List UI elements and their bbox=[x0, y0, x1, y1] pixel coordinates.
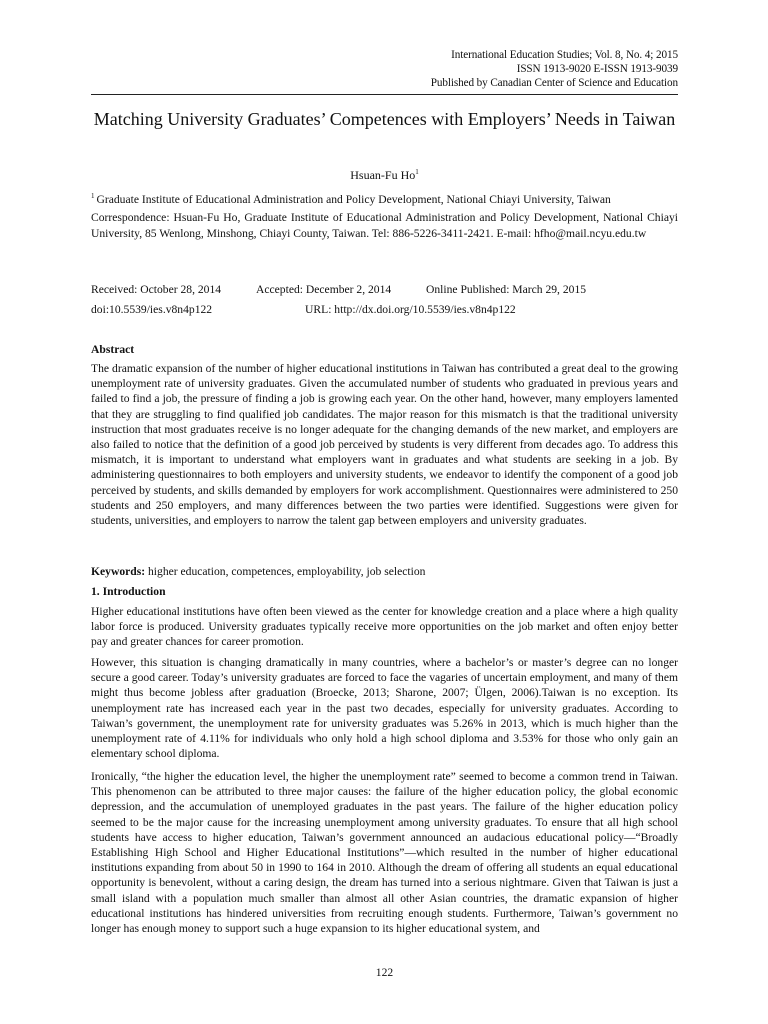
published-date: Online Published: March 29, 2015 bbox=[426, 283, 587, 296]
keywords-label: Keywords: bbox=[91, 565, 146, 578]
intro-paragraph: Ironically, “the higher the education level, the higher the unemployment rate” seemed to become a common trend in Taiwan. This phenomenon can be attributed to three major causes: the failure of the higher education policy, the global economic depression, and the accumulation of unemployed graduates in the past years. The failure of the higher education policy seemed to be the major cause for the increasing unemployment among university graduates. To ensure that all high school students have access to higher education, Taiwan’s government announced an audacious educational policy—“Broadly Establishing High School and Higher Educational Institutions”—which resulted in the number of higher educational institutions expanding from about 50 in 1990 to 164 in 2010. Although the dream of offering all students an equal educational opportunity is benevolent, without a caring design, the dream has turned into a serious nightmare. Given that Taiwan is just a small island with a population much smaller than almost all other Asian countries, the dramatic expansion of higher educational institutions has hindered universities from recruiting enough students. Furthermore, Taiwan’s government no longer has enough money to support such a huge expansion to its higher educational system, and bbox=[91, 770, 678, 936]
author-line bbox=[91, 164, 678, 183]
journal-header bbox=[91, 48, 678, 95]
header-divider bbox=[91, 94, 678, 95]
affiliation-marker: 1 bbox=[91, 192, 95, 200]
abstract-body: The dramatic expansion of the number of higher educational institutions in Taiwan has contributed a great deal to the growing unemployment rate of university graduates. Given the accumulated number of students who graduated in previous years and failed to find a job, the pressure of finding a job is growing each year. On the other hand, however, many employers lamented that they are struggling to find qualified job candidates. The major reason for this mismatch is that the traditional university instruction that most graduates receive is no longer adequate for the changing demands of the new market, and employers are also failed to notice that the definition of a good job perceived by students is very different from decades ago. To address this mismatch, it is important to understand what employers want in graduates and what students are seeking in a job. By administering questionnaires to both employers and university students, we endeavor to identify the component of a good job perceived by students, and skills demanded by employers for work accomplishment. Questionnaires were administered to 250 students and 250 employers, and many differences between the two parties were identified. Suggestions were given for students, universities, and employers to narrow the talent gap between employers and university graduates. bbox=[91, 362, 678, 528]
doi-url: URL: http://dx.doi.org/10.5539/ies.v8n4p122 bbox=[305, 303, 516, 316]
received-date: Received: October 28, 2014 bbox=[91, 283, 222, 296]
affiliation-text: Graduate Institute of Educational Administration and Policy Development, National Chiayi University, Taiwan bbox=[96, 193, 611, 206]
journal-issn: ISSN 1913-9020 E-ISSN 1913-9039 bbox=[516, 63, 678, 75]
correspondence: Correspondence: Hsuan-Fu Ho, Graduate Institute of Educational Administration and Policy Development, National Chiayi University, 85 Wenlong, Minshong, Chiayi County, Taiwan. Tel: 886-5226-3411-2421. E-mail: hfho@mail.ncyu.edu.tw bbox=[91, 211, 678, 240]
affiliation bbox=[91, 188, 678, 208]
publication-dates bbox=[91, 280, 678, 320]
journal-citation: International Education Studies; Vol. 8, No. 4; 2015 bbox=[451, 49, 678, 61]
author-name: Hsuan-Fu Ho bbox=[350, 168, 416, 182]
intro-paragraph: Higher educational institutions have often been viewed as the center for knowledge creation and a place where a high quality labor force is produced. University graduates typically receive more opportunities on the job market and often enjoy better pay and greater chances for career promotion. bbox=[91, 605, 678, 649]
paper-title: Matching University Graduates’ Competences with Employers’ Needs in Taiwan bbox=[93, 109, 676, 129]
introduction-heading: 1. Introduction bbox=[91, 585, 166, 598]
accepted-date: Accepted: December 2, 2014 bbox=[256, 283, 392, 296]
abstract-heading: Abstract bbox=[91, 343, 135, 356]
intro-paragraph: However, this situation is changing dramatically in many countries, where a bachelor’s or master’s degree can no longer secure a good career. Today’s university graduates are forced to face the vagaries of uncertain employment, and many of them might thus become jobless after graduation (Broecke, 2013; Sharone, 2007; Ülgen, 2006).Taiwan is no exception. Its unemployment rate has increased each year in the past two decades, especially for university graduates. According to Taiwan’s government, the unemployment rate for university graduates was 5.26% in 2013, which is much higher than the unemployment rate of 4.11% for individuals who only hold a high school diploma and 3.53% for those who only gain an elementary school diploma. bbox=[91, 656, 678, 761]
keywords bbox=[91, 564, 678, 579]
keywords-text: higher education, competences, employability, job selection bbox=[145, 565, 426, 578]
author-affiliation-marker: 1 bbox=[415, 168, 419, 176]
doi: doi:10.5539/ies.v8n4p122 bbox=[91, 303, 213, 316]
journal-publisher: Published by Canadian Center of Science and Education bbox=[430, 77, 678, 89]
page-number: 122 bbox=[375, 966, 394, 979]
